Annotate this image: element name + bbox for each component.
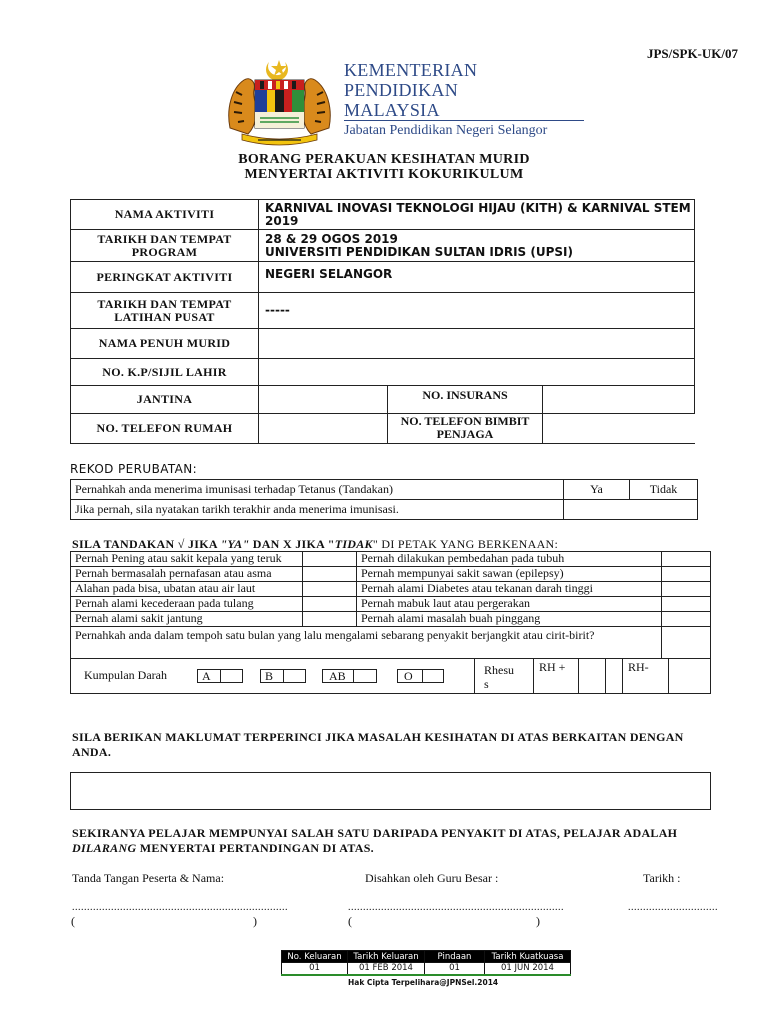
blood-group-label: Kumpulan Darah bbox=[84, 668, 167, 682]
condition-item: Pernah alami masalah buah pinggang bbox=[357, 612, 662, 627]
training-date-place-value[interactable]: ----- bbox=[259, 293, 695, 329]
insurance-number-label: NO. INSURANS bbox=[388, 386, 543, 414]
close-paren: ) bbox=[536, 914, 540, 928]
close-paren: ) bbox=[253, 914, 257, 928]
rhesus-label-line: s bbox=[484, 677, 489, 691]
control-header: Pindaan bbox=[425, 951, 485, 963]
open-paren: ( bbox=[71, 914, 75, 928]
condition-checkbox[interactable] bbox=[303, 612, 357, 627]
health-details-field[interactable] bbox=[70, 772, 711, 810]
form-title bbox=[0, 152, 768, 182]
ic-number-label: NO. K.P/SIJIL LAHIR bbox=[71, 359, 259, 386]
ministry-line: KEMENTERIAN bbox=[344, 60, 478, 80]
activity-name-value[interactable]: KARNIVAL INOVASI TEKNOLOGI HIJAU (KITH) & KARNIVAL STEM 2019 bbox=[259, 200, 695, 230]
ministry-name bbox=[344, 60, 477, 120]
condition-item: Pernah alami Diabetes atau tekanan darah tinggi bbox=[357, 582, 662, 597]
warning-note bbox=[72, 826, 762, 856]
warning-line-2-rest: MENYERTAI PERTANDINGAN DI ATAS. bbox=[136, 841, 374, 855]
rh-negative-box[interactable] bbox=[622, 659, 698, 693]
gender-field[interactable] bbox=[259, 386, 388, 414]
last-immunisation-question: Jika pernah, sila nyatakan tarikh terakhir anda menerima imunisasi. bbox=[71, 500, 564, 520]
tetanus-no-option[interactable]: Tidak bbox=[630, 480, 698, 500]
tick-instruction-part3: " DI PETAK YANG BERKENAAN: bbox=[372, 537, 559, 551]
document-control-table bbox=[281, 950, 571, 976]
box-divider bbox=[668, 659, 669, 693]
department-name: Jabatan Pendidikan Negeri Selangor bbox=[344, 123, 548, 138]
blood-group-b: B bbox=[265, 669, 274, 683]
insurance-number-field[interactable] bbox=[543, 386, 695, 414]
box-divider bbox=[422, 669, 423, 683]
control-header: Tarikh Kuatkuasa bbox=[485, 951, 571, 963]
condition-checkbox[interactable] bbox=[303, 597, 357, 612]
tetanus-yes-option[interactable]: Ya bbox=[564, 480, 630, 500]
last-immunisation-field[interactable] bbox=[564, 500, 698, 520]
ministry-logo bbox=[222, 58, 592, 148]
warning-line-1: SEKIRANYA PELAJAR MEMPUNYAI SALAH SATU DARIPADA PENYAKIT DI ATAS, PELAJAR ADALAH bbox=[72, 826, 678, 840]
activity-level-value[interactable]: NEGERI SELANGOR bbox=[259, 262, 695, 293]
tick-instruction bbox=[72, 537, 558, 552]
student-info-table bbox=[70, 199, 695, 444]
blood-group-row bbox=[71, 659, 711, 694]
date-line[interactable]: .............................. bbox=[628, 902, 718, 913]
control-value: 01 FEB 2014 bbox=[348, 963, 425, 975]
control-value: 01 JUN 2014 bbox=[485, 963, 571, 975]
condition-checkbox[interactable] bbox=[303, 582, 357, 597]
blood-group-a-box[interactable] bbox=[197, 669, 243, 683]
rhesus-divider bbox=[474, 659, 475, 693]
condition-checkbox[interactable] bbox=[662, 612, 711, 627]
gender-label: JANTINA bbox=[71, 386, 259, 414]
blood-group-ab-box[interactable] bbox=[322, 669, 377, 683]
form-title-line: MENYERTAI AKTIVITI KOKURIKULUM bbox=[244, 167, 524, 182]
date-label: Tarikh : bbox=[643, 871, 681, 885]
box-divider bbox=[578, 659, 579, 693]
open-paren: ( bbox=[348, 914, 352, 928]
warning-dilarang: DILARANG bbox=[72, 841, 137, 855]
logo-divider bbox=[344, 120, 584, 121]
tick-instruction-tidak: TIDAK bbox=[334, 537, 373, 551]
tick-instruction-part2: DAN X JIKA " bbox=[249, 537, 335, 551]
copyright-notice: Hak Cipta Terpelihara@JPNSel.2014 bbox=[348, 978, 499, 987]
program-place: UNIVERSITI PENDIDIKAN SULTAN IDRIS (UPSI) bbox=[265, 244, 573, 259]
tick-instruction-ya: "YA" bbox=[220, 537, 250, 551]
headmaster-signature-line[interactable]: ........................................................................ bbox=[348, 902, 564, 913]
condition-checkbox[interactable] bbox=[662, 567, 711, 582]
control-header: No. Keluaran bbox=[282, 951, 348, 963]
participant-signature-line[interactable]: ........................................................................ bbox=[72, 902, 288, 913]
blood-group-b-box[interactable] bbox=[260, 669, 306, 683]
headmaster-approval-label: Disahkan oleh Guru Besar : bbox=[365, 871, 499, 885]
rhesus-label-line: Rhesu bbox=[484, 663, 514, 677]
student-name-label: NAMA PENUH MURID bbox=[71, 329, 259, 359]
program-date-place-value[interactable] bbox=[259, 230, 695, 262]
control-value: 01 bbox=[425, 963, 485, 975]
blood-group-o: O bbox=[404, 669, 413, 683]
blood-group-ab: AB bbox=[329, 669, 346, 683]
condition-item: Pernah dilakukan pembedahan pada tubuh bbox=[357, 552, 662, 567]
participant-signature-label: Tanda Tangan Peserta & Nama: bbox=[72, 871, 225, 885]
condition-item: Pernah Pening atau sakit kepala yang teruk bbox=[71, 552, 303, 567]
rhesus-label bbox=[484, 663, 514, 691]
box-divider bbox=[353, 669, 354, 683]
rh-positive-box[interactable] bbox=[533, 659, 606, 693]
student-name-field[interactable] bbox=[259, 329, 695, 359]
coat-of-arms-icon bbox=[222, 58, 337, 148]
form-title-line: BORANG PERAKUAN KESIHATAN MURID bbox=[238, 152, 530, 167]
activity-level-label: PERINGKAT AKTIVITI bbox=[71, 262, 259, 293]
activity-name-label: NAMA AKTIVITI bbox=[71, 200, 259, 230]
warning-line-2 bbox=[72, 841, 762, 856]
control-header: Tarikh Keluaran bbox=[348, 951, 425, 963]
guardian-phone-field[interactable] bbox=[543, 414, 695, 444]
home-phone-field[interactable] bbox=[259, 414, 388, 444]
guardian-phone-label: NO. TELEFON BIMBIT PENJAGA bbox=[388, 414, 543, 444]
condition-item: Pernah mabuk laut atau pergerakan bbox=[357, 597, 662, 612]
infectious-disease-question: Pernahkah anda dalam tempoh satu bulan yang lalu mengalami sebarang penyakit berjangkit atau cirit-birit? bbox=[71, 627, 662, 659]
condition-checkbox[interactable] bbox=[662, 597, 711, 612]
rh-negative-label: RH- bbox=[628, 660, 649, 674]
tick-instruction-part1: SILA TANDAKAN √ JIKA bbox=[72, 537, 221, 551]
condition-checkbox[interactable] bbox=[662, 552, 711, 567]
blood-group-o-box[interactable] bbox=[397, 669, 444, 683]
box-divider bbox=[283, 669, 284, 683]
training-date-place-label: TARIKH DAN TEMPAT LATIHAN PUSAT bbox=[71, 293, 259, 329]
condition-item: Pernah bermasalah pernafasan atau asma bbox=[71, 567, 303, 582]
health-conditions-table bbox=[70, 551, 711, 694]
condition-item: Pernah alami sakit jantung bbox=[71, 612, 303, 627]
medical-record-title: REKOD PERUBATAN: bbox=[70, 462, 198, 476]
ministry-line: MALAYSIA bbox=[344, 100, 440, 120]
condition-checkbox[interactable] bbox=[662, 582, 711, 597]
rh-positive-label: RH + bbox=[539, 660, 566, 674]
condition-checkbox[interactable] bbox=[303, 552, 357, 567]
condition-item: Pernah mempunyai sakit sawan (epilepsy) bbox=[357, 567, 662, 582]
document-reference: JPS/SPK-UK/07 bbox=[646, 46, 738, 61]
condition-item: Alahan pada bisa, ubatan atau air laut bbox=[71, 582, 303, 597]
ministry-line: PENDIDIKAN bbox=[344, 80, 458, 100]
ic-number-field[interactable] bbox=[259, 359, 695, 386]
condition-item: Pernah alami kecederaan pada tulang bbox=[71, 597, 303, 612]
detail-instruction: SILA BERIKAN MAKLUMAT TERPERINCI JIKA MASALAH KESIHATAN DI ATAS BERKAITAN DENGAN ANDA. bbox=[72, 730, 684, 759]
program-date-place-label: TARIKH DAN TEMPAT PROGRAM bbox=[71, 230, 259, 262]
tetanus-question: Pernahkah anda menerima imunisasi terhadap Tetanus (Tandakan) bbox=[71, 480, 564, 500]
home-phone-label: NO. TELEFON RUMAH bbox=[71, 414, 259, 444]
box-divider bbox=[220, 669, 221, 683]
blood-group-a: A bbox=[202, 669, 211, 683]
condition-checkbox[interactable] bbox=[303, 567, 357, 582]
program-date: 28 & 29 OGOS 2019 bbox=[265, 231, 398, 246]
infectious-disease-checkbox[interactable] bbox=[662, 627, 711, 659]
control-value: 01 bbox=[282, 963, 348, 975]
medical-record-table bbox=[70, 479, 698, 520]
